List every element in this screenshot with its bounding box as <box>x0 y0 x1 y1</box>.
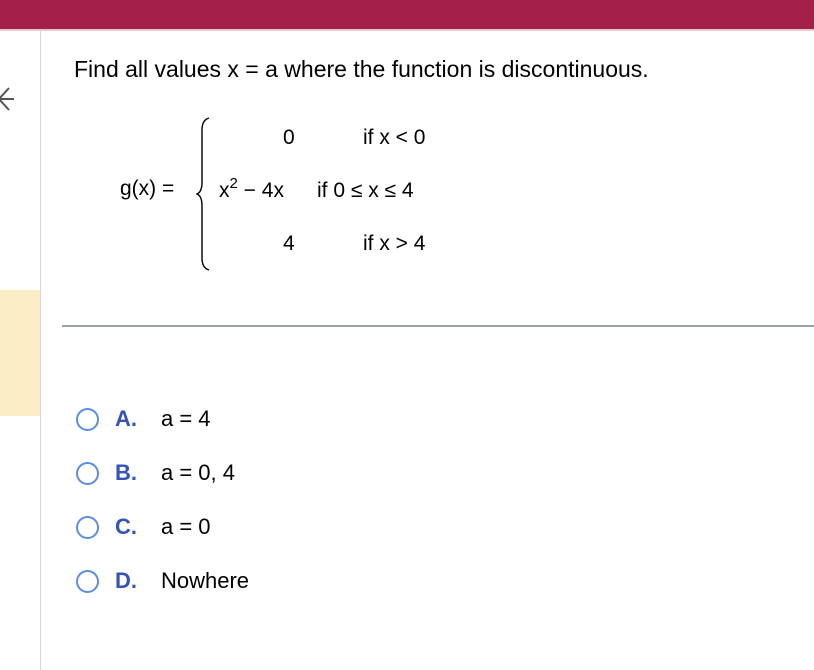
back-arrow-icon[interactable] <box>0 84 14 114</box>
option-b[interactable] <box>76 459 235 487</box>
case-2-exponent: 2 <box>229 175 238 192</box>
option-d[interactable] <box>76 567 249 595</box>
question-text: Find all values x = a where the function is discontinuous. <box>74 56 649 82</box>
option-b-letter: B. <box>115 460 137 485</box>
option-d-radio[interactable] <box>76 570 99 593</box>
case-1-value: 0 <box>283 126 295 149</box>
option-b-text: a = 0, 4 <box>161 460 236 485</box>
option-c-radio[interactable] <box>76 516 99 539</box>
case-2-rest: − 4x <box>237 179 284 202</box>
section-divider <box>62 325 814 327</box>
header-bar <box>0 0 814 29</box>
option-b-radio[interactable] <box>76 462 99 485</box>
left-rail <box>40 31 41 670</box>
case-1-condition: if x < 0 <box>363 126 426 149</box>
case-3-value: 4 <box>283 232 295 255</box>
option-a[interactable] <box>76 405 211 433</box>
option-c-text: a = 0 <box>161 514 211 539</box>
header-divider <box>0 29 814 31</box>
case-2-condition: if 0 ≤ x ≤ 4 <box>317 179 414 202</box>
option-d-letter: D. <box>115 568 137 593</box>
option-d-text: Nowhere <box>161 568 250 593</box>
case-3-condition: if x > 4 <box>363 232 426 255</box>
option-c[interactable] <box>76 513 211 541</box>
function-label: g(x) = <box>120 177 175 200</box>
case-2-base: x <box>219 179 230 202</box>
option-a-radio[interactable] <box>76 408 99 431</box>
option-c-letter: C. <box>115 514 137 539</box>
case-2-value <box>219 175 284 203</box>
left-brace-icon <box>196 116 212 272</box>
option-a-letter: A. <box>115 406 137 431</box>
side-highlight <box>0 290 40 416</box>
option-a-text: a = 4 <box>161 406 211 431</box>
